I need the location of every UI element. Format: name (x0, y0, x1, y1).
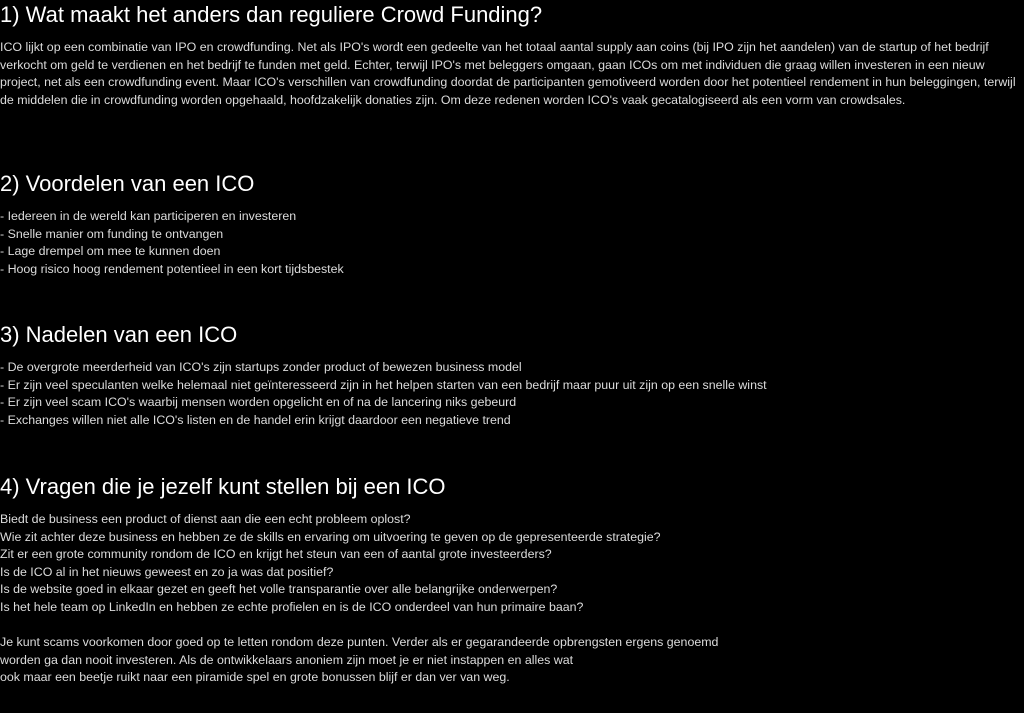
question-item: Biedt de business een product of dienst aan die een echt probleem oplost? (0, 512, 411, 526)
questions-list (0, 511, 1022, 687)
section-differences (0, 1, 1022, 109)
question-item: Is de ICO al in het nieuws geweest en zo ja was dat positief? (0, 564, 334, 579)
question-item: Wie zit achter deze business en hebben ze de skills en ervaring om uitvoering te geven op de gepresenteerde strategie? (0, 529, 661, 544)
list-item: - De overgrote meerderheid van ICO's zijn startups zonder product of bewezen business model (0, 360, 522, 374)
question-item: Is de website goed in elkaar gezet en geeft het volle transparantie over alle belangrijke onderwerpen? (0, 582, 558, 597)
spacer (0, 617, 1022, 635)
section-paragraph: ICO lijkt op een combinatie van IPO en crowdfunding. Net als IPO's wordt een gedeelte van het totaal aantal supply aan coins (bij IPO zijn het aandelen) van de startup of het bedrijf verkocht om geld te verdienen en het bedrijf te funden met geld. Echter, terwijl IPO's met beleggers omgaan, gaan ICOs om met individuen die graag willen investeren in een nieuw project, net als een crowdfunding event. Maar ICO's verschillen van crowdfunding doordat de participanten gemotiveerd worden door het potentieel rendement in hun beleggingen, terwijl de middelen die in crowdfunding worden opgehaald, hoofdzakelijk donaties zijn. Om deze redenen worden ICO's vaak gecatalogiseerd als een vorm van crowdsales. (0, 40, 1016, 107)
disadvantages-list (0, 359, 1022, 429)
closing-line: ook maar een beetje ruikt naar een piramide spel en grote bonussen blijf er dan ver van weg. (0, 670, 510, 685)
list-item: - Hoog risico hoog rendement potentieel in een kort tijdsbestek (0, 261, 344, 276)
section-advantages (0, 170, 1022, 278)
list-item: - Er zijn veel speculanten welke helemaal niet geïnteresseerd zijn in het helpen starten van een bedrijf maar puur uit zijn op een snelle winst (0, 377, 767, 392)
section-heading: 4) Vragen die je jezelf kunt stellen bij een ICO (0, 474, 446, 499)
list-item: - Lage drempel om mee te kunnen doen (0, 244, 221, 259)
closing-line: worden ga dan nooit investeren. Als de ontwikkelaars anoniem zijn moet je er niet instappen en alles wat (0, 652, 574, 667)
question-item: Is het hele team op LinkedIn en hebben ze echte profielen en is de ICO onderdeel van hun primaire baan? (0, 599, 584, 614)
question-item: Zit er een grote community rondom de ICO en krijgt het steun van een of aantal grote investeerders? (0, 547, 552, 562)
section-questions (0, 473, 1022, 687)
list-item: - Exchanges willen niet alle ICO's listen en de handel erin krijgt daardoor een negatieve trend (0, 412, 511, 427)
section-heading: 3) Nadelen van een ICO (0, 322, 238, 347)
section-heading: 2) Voordelen van een ICO (0, 171, 255, 196)
list-item: - Er zijn veel scam ICO's waarbij mensen worden opgelicht en of na de lancering niks gebeurd (0, 395, 517, 410)
section-disadvantages (0, 321, 1022, 429)
list-item: - Snelle manier om funding te ontvangen (0, 226, 224, 241)
closing-line: Je kunt scams voorkomen door goed op te letten rondom deze punten. Verder als er gegarandeerde opbrengsten ergens genoemd (0, 635, 719, 650)
advantages-list (0, 208, 1022, 278)
section-heading: 1) Wat maakt het anders dan reguliere Crowd Funding? (0, 2, 543, 27)
list-item: - Iedereen in de wereld kan participeren en investeren (0, 209, 297, 223)
